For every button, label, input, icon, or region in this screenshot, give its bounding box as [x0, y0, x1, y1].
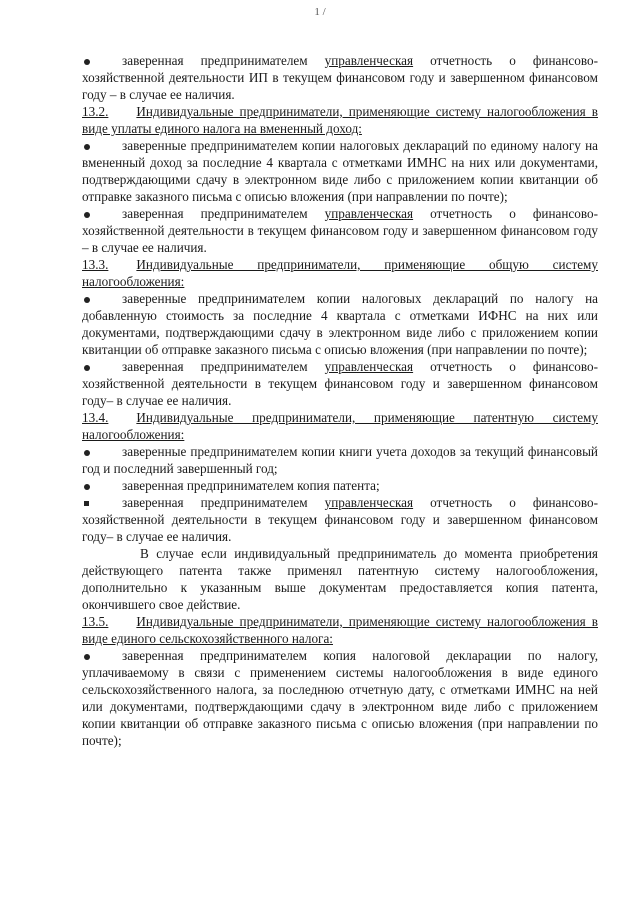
bullet-icon: [84, 654, 90, 660]
section-heading-13-2: 13.2. Индивидуальные предприниматели, применяющие систему налогообложения в виде уплаты единого налога на вмененный доход:: [82, 104, 598, 136]
bullet-icon: [84, 212, 90, 218]
section-heading-13-5: 13.5. Индивидуальные предприниматели, применяющие систему налогообложения в виде единого сельскохозяйственного налога:: [82, 614, 598, 646]
list-item: заверенная предпринимателем управленческая отчетность о финансово-хозяйственной деятельности в текущем финансовом году и завершенном финансовом году– в случае ее наличия.: [82, 359, 598, 408]
section-heading-13-4: 13.4. Индивидуальные предприниматели, применяющие патентную систему налогообложения:: [82, 410, 598, 442]
section-heading-13-3: 13.3. Индивидуальные предприниматели, применяющие общую систему налогообложения:: [82, 257, 598, 289]
bullet-icon: [84, 297, 90, 303]
list-item: заверенная предпринимателем управленческая отчетность о финансово-хозяйственной деятельности ИП в текущем финансовом году и завершенном финансовом году – в случае ее наличия.: [82, 53, 598, 102]
list-item: заверенные предпринимателем копии налоговых деклараций по единому налогу на вмененный доход за последние 4 квартала с отметками ИМНС на них или документами, подтверждающими сдачу в электронном виде либо с приложением копии квитанции об отправке заказного письма с описью вложения (при направлении по почте);: [82, 138, 598, 204]
bullet-icon: [84, 144, 90, 150]
list-item: заверенная предпринимателем управленческая отчетность о финансово-хозяйственной деятельности в текущем финансовом году и завершенном финансовом году– в случае ее наличия.: [82, 495, 598, 544]
list-item: заверенные предпринимателем копии налоговых деклараций по налогу на добавленную стоимость за последние 4 квартала с отметками ИФНС на них или документами, подтверждающими сдачу в электронном виде либо с приложением копии квитанции об отправке заказного письма с описью вложения (при направлении по почте);: [82, 291, 598, 357]
list-item: заверенная предпринимателем копия налоговой декларации по налогу, уплачиваемому в связи с применением системы налогообложения в виде единого сельскохозяйственного налога, за последнюю отчетную дату, с отметками ИМНС на ней или документами, подтверждающими сдачу в электронном виде либо с приложением копии квитанции об отправке заказного письма с описью вложения (при направлении по почте);: [82, 648, 598, 748]
bullet-icon: [84, 365, 90, 371]
page-number: 1 /: [314, 6, 326, 18]
list-item: заверенная предпринимателем управленческая отчетность о финансово-хозяйственной деятельности в текущем финансовом году и завершенном финансовом году – в случае ее наличия.: [82, 206, 598, 255]
bullet-icon: [84, 501, 89, 506]
bullet-icon: [84, 59, 90, 65]
bullet-icon: [84, 484, 90, 490]
bullet-icon: [84, 450, 90, 456]
document-body: [82, 52, 598, 749]
list-item: заверенная предпринимателем копия патента;: [82, 477, 598, 494]
paragraph: В случае если индивидуальный предприниматель до момента приобретения действующего патента также применял патентную систему налогообложения, дополнительно к указанным выше документам предоставляется копия патента, окончившего свое действие.: [82, 546, 598, 612]
list-item: заверенные предпринимателем копии книги учета доходов за текущий финансовый год и последний завершенный год;: [82, 444, 598, 476]
